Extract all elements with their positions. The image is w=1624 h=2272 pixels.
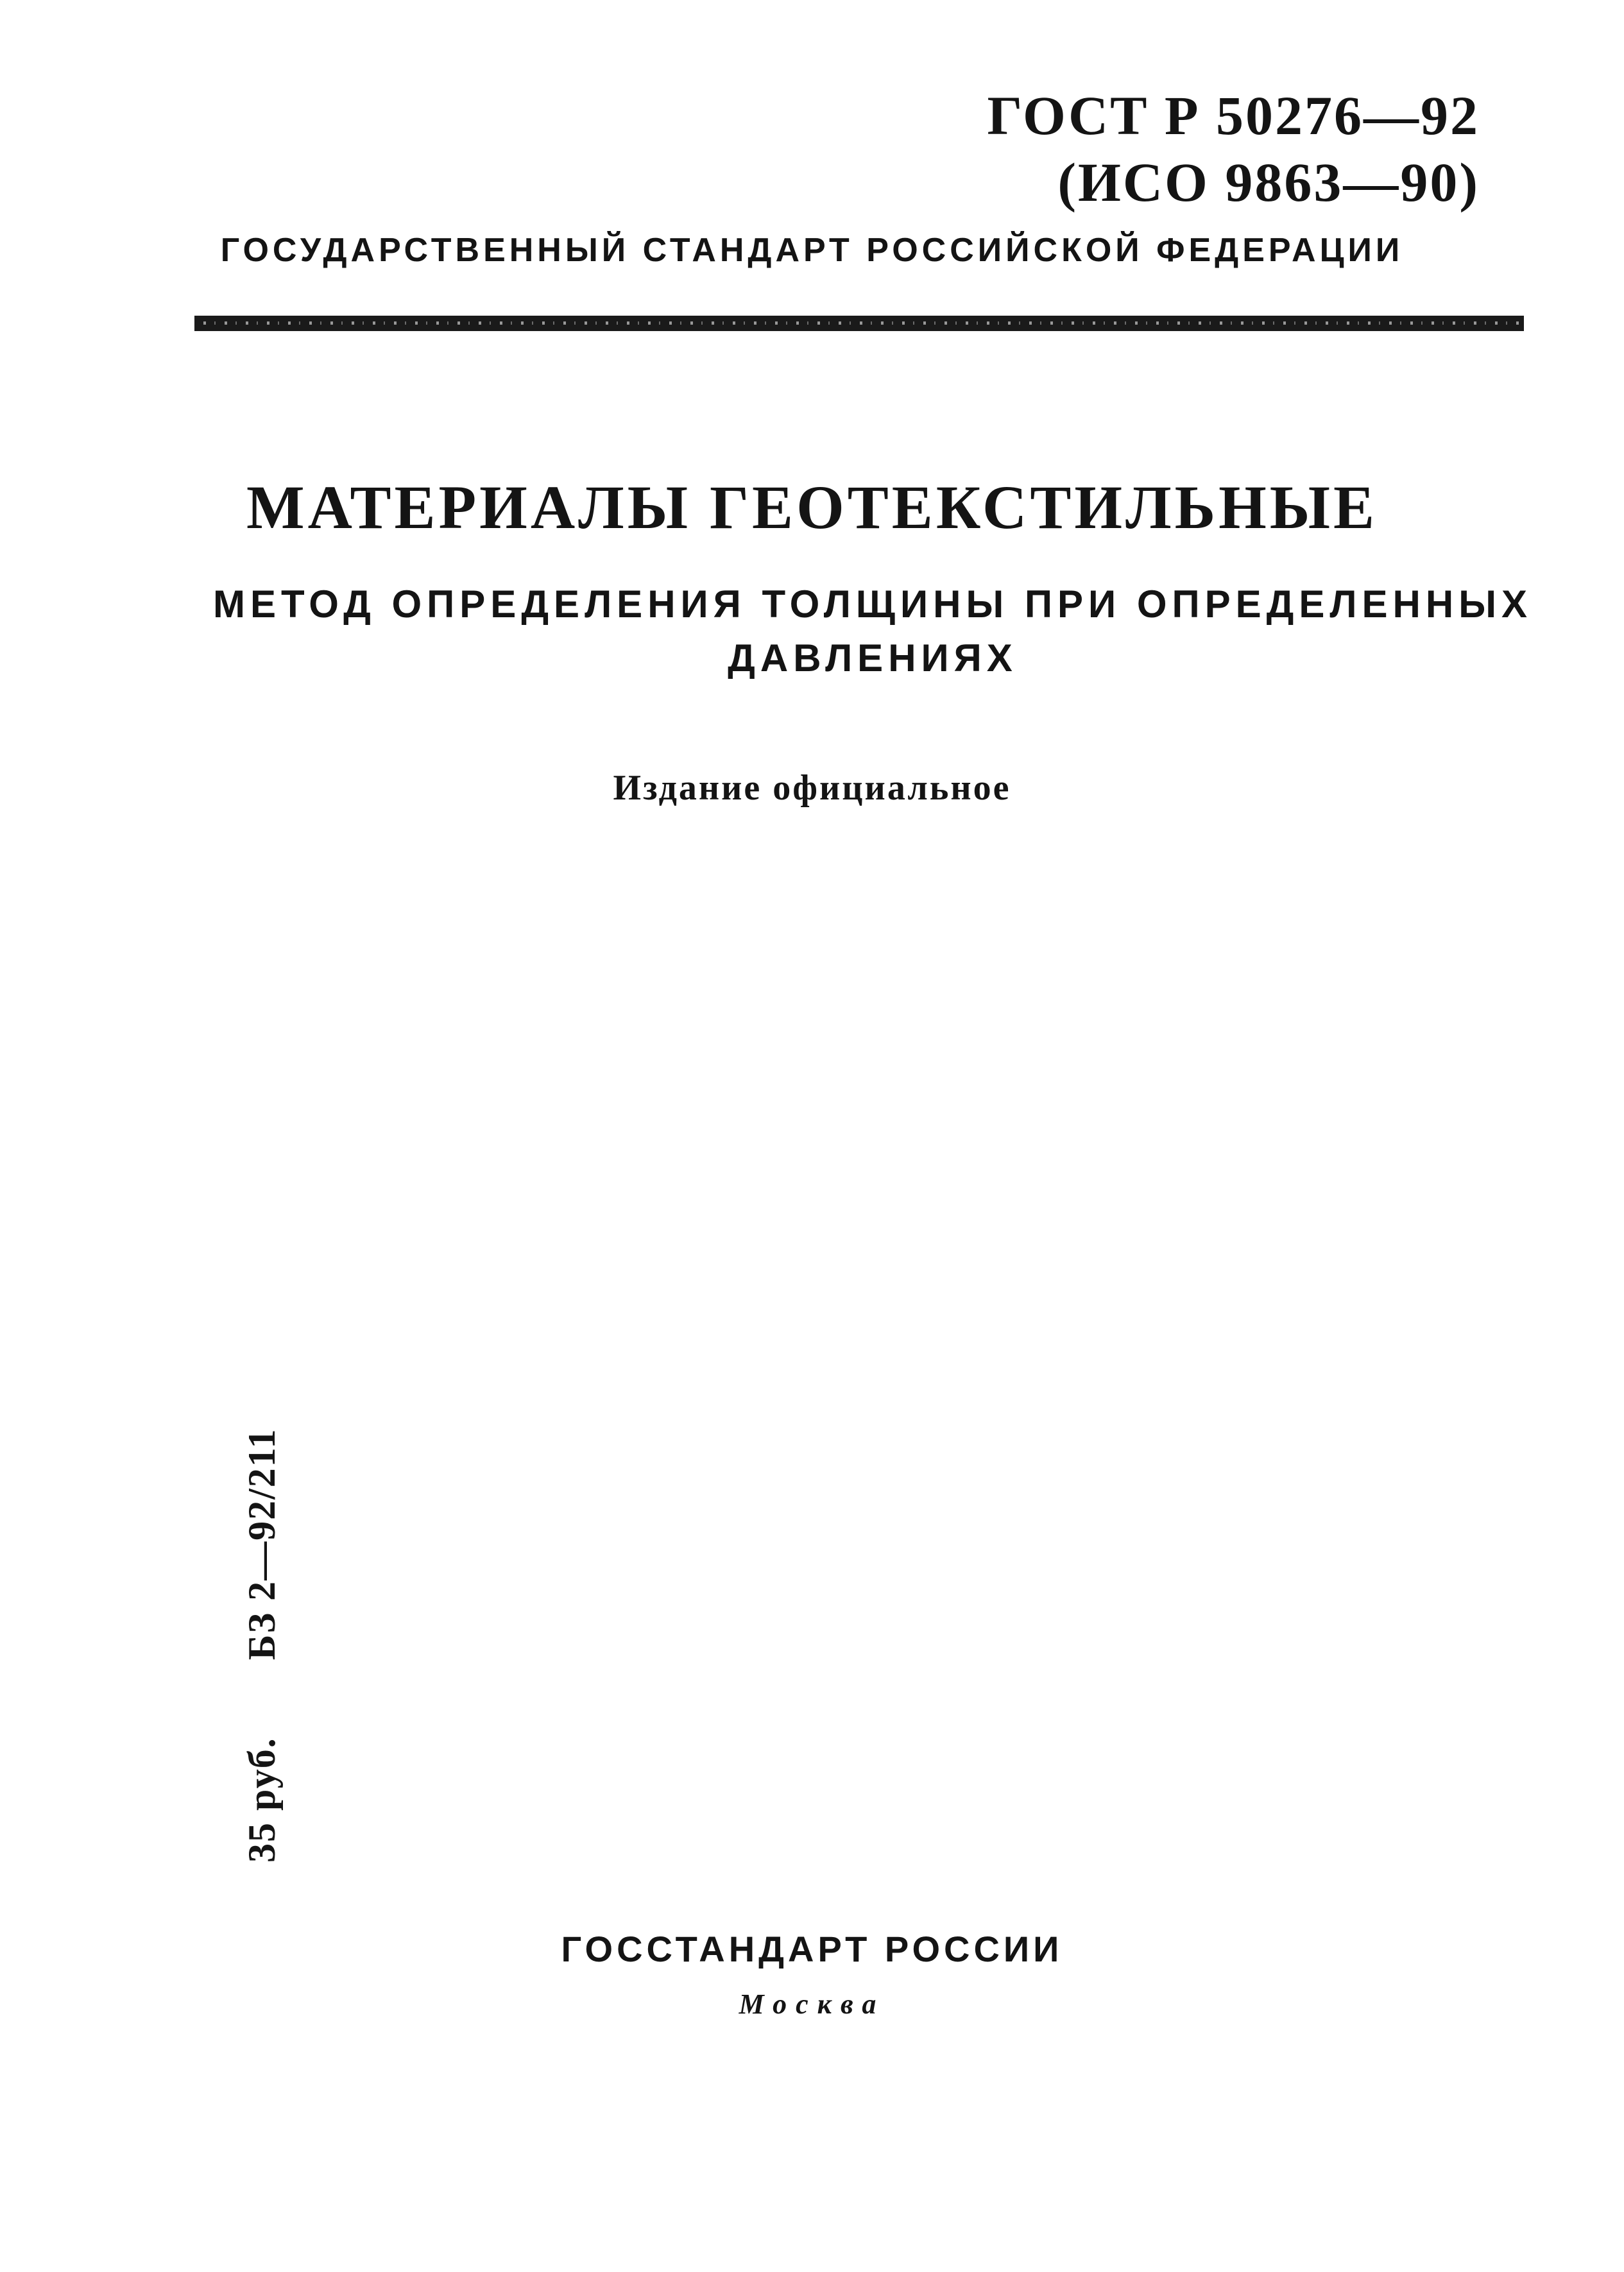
price-label: 35 руб.: [241, 1737, 283, 1863]
iso-code: (ИСО 9863—90): [1057, 151, 1480, 213]
document-title: МАТЕРИАЛЫ ГЕОТЕКСТИЛЬНЫЕ: [246, 473, 1378, 542]
subtitle-line-2: ДАВЛЕНИЯХ: [728, 636, 1018, 679]
header-divider: [194, 316, 1524, 331]
document-subtitle: [192, 577, 1553, 685]
publisher-city: Москва: [739, 1988, 885, 2020]
publisher-name: ГОССТАНДАРТ РОССИИ: [561, 1929, 1063, 1969]
catalog-code: БЗ 2—92/211: [241, 1428, 283, 1661]
side-margin-info: [243, 1428, 281, 1863]
edition-note: Издание официальное: [613, 768, 1011, 808]
gost-code: ГОСТ Р 50276—92: [987, 85, 1480, 146]
divider-texture: [194, 321, 1524, 325]
standard-designation: [987, 82, 1480, 216]
state-standard-heading: ГОСУДАРСТВЕННЫЙ СТАНДАРТ РОССИЙСКОЙ ФЕДЕРАЦИИ: [220, 232, 1404, 269]
subtitle-line-1: МЕТОД ОПРЕДЕЛЕНИЯ ТОЛЩИНЫ ПРИ ОПРЕДЕЛЕННЫХ: [213, 583, 1532, 626]
